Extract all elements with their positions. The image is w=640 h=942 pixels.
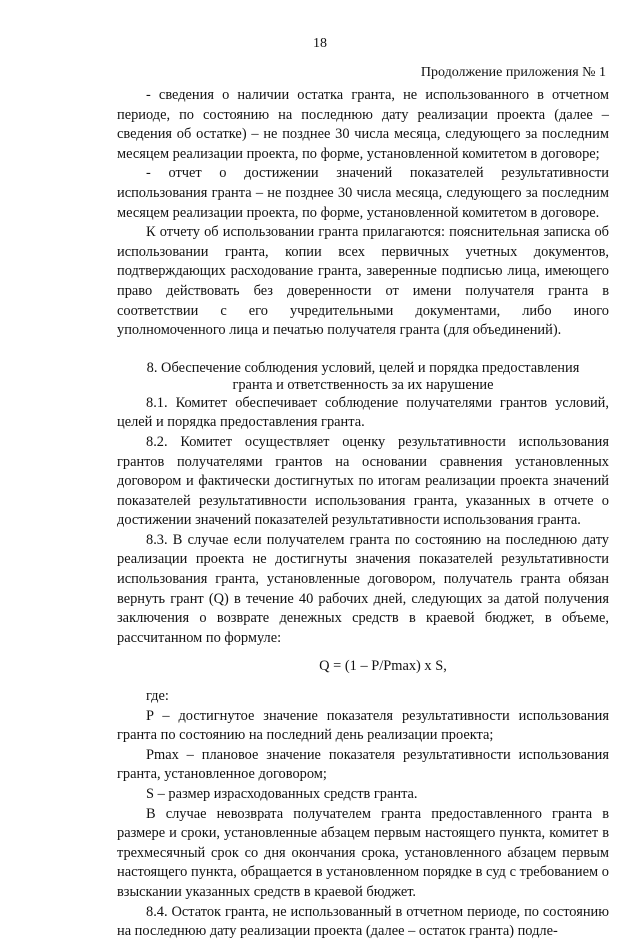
paragraph-8-2: 8.2. Комитет осуществляет оценку результативности использования грантов получателями грантов на основании сравнения установленных договором и фактически достигнутых по итогам реализации проекта значений показателей результативности использования гранта, указанных в отчете о достижении значений показателей результативности использования гранта. (117, 433, 609, 529)
document-body (117, 86, 609, 942)
paragraph-8-1: 8.1. Комитет обеспечивает соблюдение получателями грантов условий, целей и порядка предоставления гранта. (117, 394, 609, 431)
paragraph-refund-enforcement: В случае невозврата получателем гранта предоставленного гранта в размере и сроки, установленные абзацем первым настоящего пункта, комитет в трехмесячный срок со дня окончания срока, установленного абзацем первым настоящего пункта, обращается в установленном порядке в суд с требованием о взыскании указанных средств в краевой бюджет. (117, 805, 609, 900)
section-8-title-line-2: гранта и ответственность за их нарушение (232, 376, 494, 393)
paragraph-balance-info: - сведения о наличии остатка гранта, не использованного в отчетном периоде, по состоянию на последнюю дату реализации проекта (далее – сведения об остатке) – не позднее 30 числа месяца, следующего за последним месяцем реализации проекта, по форме, установленной комитетом в договоре; (117, 87, 609, 162)
definition-pmax: Pmax – плановое значение показателя результативности использования гранта, установленное договором; (117, 746, 609, 783)
refund-formula: Q = (1 – P/Pmax) x S, (319, 658, 447, 675)
paragraph-8-3: 8.3. В случае если получателем гранта по состоянию на последнюю дату реализации проекта не достигнуты значения показателей результативности использования гранта, установленные договором, получатель гранта обязан вернуть грант (Q) в течение 40 рабочих дней, следующих за датой получения заключения о возврате денежных средств в краевой бюджет, в объеме, рассчитанном по формуле: (117, 531, 609, 646)
section-8-title-line-1: 8. Обеспечение соблюдения условий, целей и порядка предоставления (146, 359, 580, 376)
page-number: 18 (313, 36, 327, 51)
paragraph-8-4: 8.4. Остаток гранта, не использованный в отчетном периоде, по состоянию на последнюю дату реализации проекта (далее – остаток гранта) подле- (117, 903, 609, 940)
appendix-note: Продолжение приложения № 1 (420, 65, 606, 80)
paragraph-report-attachments: К отчету об использовании гранта прилагаются: пояснительная записка об использовании гранта, копии всех первичных учетных документов, подтверждающих расходование гранта, заверенные подписью лица, имеющего право действовать без доверенности от имени получателя гранта в соответствии с его учредительными документами, либо иного уполномоченного лица и печатью получателя гранта (для объединений). (117, 224, 609, 339)
paragraph-results-report: - отчет о достижении значений показателей результативности использования гранта – не позднее 30 числа месяца, следующего за последним месяцем реализации проекта, по форме, установленной комитетом в договоре. (117, 165, 609, 221)
definition-s: S – размер израсходованных средств гранта. (146, 786, 418, 802)
definition-p: P – достигнутое значение показателя результативности использования гранта по состоянию на последний день реализации проекта; (117, 707, 609, 744)
formula-where: где: (146, 688, 169, 705)
section-8-title (117, 360, 609, 394)
